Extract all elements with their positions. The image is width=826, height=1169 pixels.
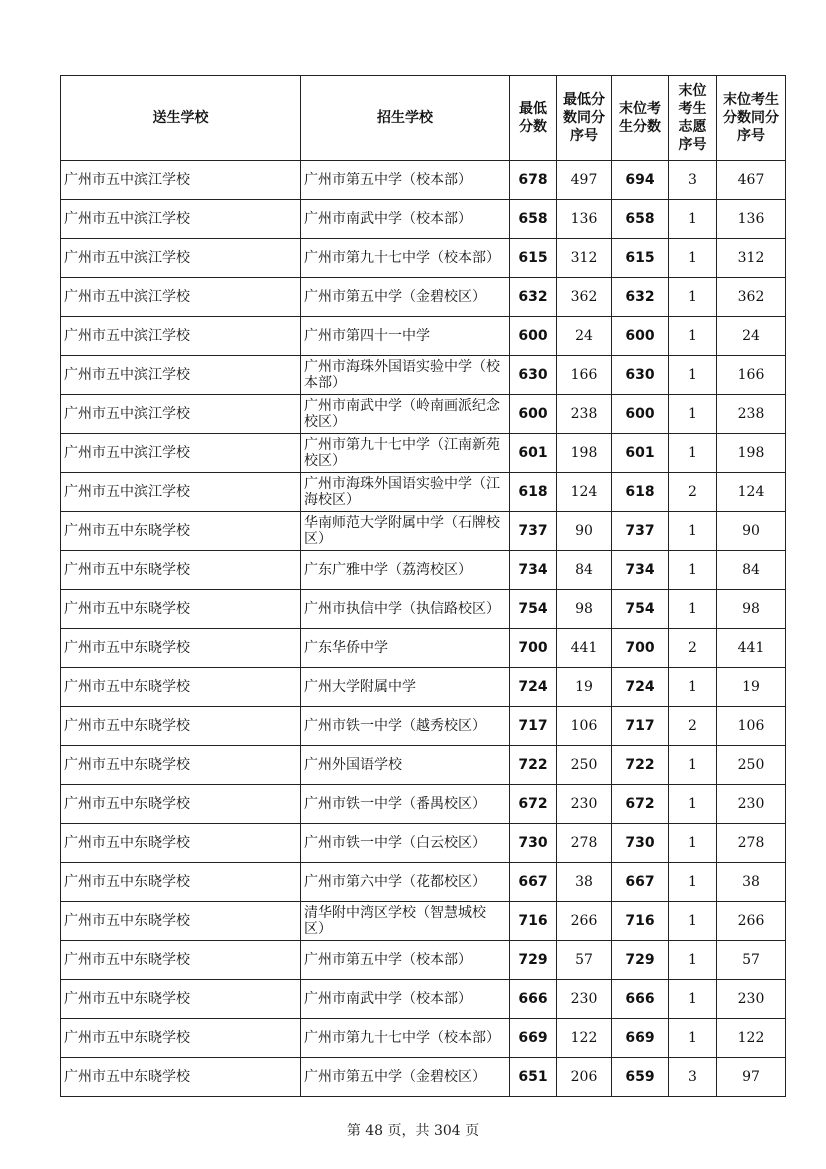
table-row (61, 512, 786, 551)
cell-recv-school: 广州市第五中学（金碧校区） (301, 278, 510, 317)
cell-min-same-rank: 98 (557, 590, 612, 629)
cell-send-school: 广州市五中东晓学校 (61, 980, 301, 1019)
cell-send-school: 广州市五中滨江学校 (61, 161, 301, 200)
cell-last-same-rank: 19 (717, 668, 786, 707)
cell-min-same-rank: 38 (557, 863, 612, 902)
cell-recv-school: 广州市海珠外国语实验中学（江海校区） (301, 473, 510, 512)
header-min-score (510, 76, 557, 161)
table-row (61, 1058, 786, 1097)
cell-last-pref-no: 1 (669, 200, 717, 239)
cell-last-same-rank: 97 (717, 1058, 786, 1097)
cell-send-school: 广州市五中东晓学校 (61, 863, 301, 902)
cell-last-pref-no: 1 (669, 590, 717, 629)
cell-send-school: 广州市五中滨江学校 (61, 356, 301, 395)
cell-last-same-rank: 441 (717, 629, 786, 668)
cell-min-same-rank: 441 (557, 629, 612, 668)
cell-last-score: 672 (612, 785, 669, 824)
cell-last-score: 667 (612, 863, 669, 902)
cell-last-same-rank: 238 (717, 395, 786, 434)
cell-min-score: 630 (510, 356, 557, 395)
cell-min-score: 672 (510, 785, 557, 824)
cell-last-pref-no: 1 (669, 980, 717, 1019)
cell-recv-school: 广州市执信中学（执信路校区） (301, 590, 510, 629)
cell-last-pref-no: 2 (669, 629, 717, 668)
cell-send-school: 广州市五中东晓学校 (61, 824, 301, 863)
table-row (61, 668, 786, 707)
header-last-pref-no-label: 末位考生志愿序号 (678, 83, 707, 153)
table-row (61, 785, 786, 824)
cell-recv-school: 广州市第五中学（金碧校区） (301, 1058, 510, 1097)
cell-min-same-rank: 250 (557, 746, 612, 785)
header-recv-school: 招生学校 (301, 76, 510, 161)
header-min-same-rank (557, 76, 612, 161)
cell-send-school: 广州市五中滨江学校 (61, 395, 301, 434)
header-send-school: 送生学校 (61, 76, 301, 161)
cell-min-score: 600 (510, 317, 557, 356)
cell-min-score: 730 (510, 824, 557, 863)
table-row (61, 356, 786, 395)
cell-last-same-rank: 467 (717, 161, 786, 200)
cell-send-school: 广州市五中东晓学校 (61, 1019, 301, 1058)
header-last-score-label: 末位考生分数 (619, 101, 661, 135)
cell-min-score: 618 (510, 473, 557, 512)
admissions-table (60, 75, 786, 1097)
cell-min-score: 700 (510, 629, 557, 668)
cell-last-pref-no: 1 (669, 317, 717, 356)
header-last-pref-no (669, 76, 717, 161)
cell-min-score: 667 (510, 863, 557, 902)
cell-send-school: 广州市五中东晓学校 (61, 1058, 301, 1097)
cell-send-school: 广州市五中东晓学校 (61, 590, 301, 629)
cell-min-same-rank: 312 (557, 239, 612, 278)
cell-last-pref-no: 1 (669, 902, 717, 941)
cell-send-school: 广州市五中东晓学校 (61, 746, 301, 785)
table-row (61, 161, 786, 200)
table-row (61, 824, 786, 863)
header-row (61, 76, 786, 161)
cell-last-same-rank: 250 (717, 746, 786, 785)
cell-min-same-rank: 122 (557, 1019, 612, 1058)
cell-last-same-rank: 198 (717, 434, 786, 473)
cell-recv-school: 清华附中湾区学校（智慧城校区） (301, 902, 510, 941)
table-row (61, 434, 786, 473)
cell-min-same-rank: 166 (557, 356, 612, 395)
cell-min-score: 722 (510, 746, 557, 785)
cell-last-pref-no: 1 (669, 941, 717, 980)
cell-last-pref-no: 1 (669, 278, 717, 317)
cell-last-pref-no: 1 (669, 356, 717, 395)
cell-min-score: 717 (510, 707, 557, 746)
cell-min-same-rank: 198 (557, 434, 612, 473)
cell-send-school: 广州市五中滨江学校 (61, 473, 301, 512)
cell-recv-school: 广州市海珠外国语实验中学（校本部） (301, 356, 510, 395)
cell-last-same-rank: 266 (717, 902, 786, 941)
cell-last-same-rank: 124 (717, 473, 786, 512)
cell-last-pref-no: 3 (669, 1058, 717, 1097)
table-body (61, 161, 786, 1097)
cell-last-score: 632 (612, 278, 669, 317)
cell-last-same-rank: 38 (717, 863, 786, 902)
cell-recv-school: 广州大学附属中学 (301, 668, 510, 707)
cell-last-pref-no: 1 (669, 824, 717, 863)
cell-min-score: 678 (510, 161, 557, 200)
cell-recv-school: 广州市第九十七中学（校本部） (301, 239, 510, 278)
cell-min-same-rank: 84 (557, 551, 612, 590)
cell-min-score: 729 (510, 941, 557, 980)
cell-min-score: 601 (510, 434, 557, 473)
cell-last-score: 716 (612, 902, 669, 941)
cell-last-score: 729 (612, 941, 669, 980)
cell-last-score: 600 (612, 395, 669, 434)
cell-last-same-rank: 136 (717, 200, 786, 239)
cell-last-pref-no: 1 (669, 434, 717, 473)
cell-min-same-rank: 497 (557, 161, 612, 200)
cell-last-score: 658 (612, 200, 669, 239)
cell-last-same-rank: 230 (717, 980, 786, 1019)
cell-send-school: 广州市五中东晓学校 (61, 629, 301, 668)
cell-min-score: 754 (510, 590, 557, 629)
cell-min-same-rank: 238 (557, 395, 612, 434)
cell-last-score: 618 (612, 473, 669, 512)
cell-last-score: 600 (612, 317, 669, 356)
cell-last-pref-no: 1 (669, 785, 717, 824)
cell-recv-school: 广州市第五中学（校本部） (301, 161, 510, 200)
cell-last-pref-no: 1 (669, 512, 717, 551)
cell-send-school: 广州市五中东晓学校 (61, 902, 301, 941)
table-row (61, 629, 786, 668)
cell-recv-school: 广东华侨中学 (301, 629, 510, 668)
header-last-same-rank (717, 76, 786, 161)
cell-last-pref-no: 2 (669, 707, 717, 746)
cell-recv-school: 广州市第五中学（校本部） (301, 941, 510, 980)
cell-min-same-rank: 136 (557, 200, 612, 239)
cell-min-score: 632 (510, 278, 557, 317)
cell-min-same-rank: 57 (557, 941, 612, 980)
cell-min-score: 651 (510, 1058, 557, 1097)
cell-send-school: 广州市五中东晓学校 (61, 551, 301, 590)
cell-last-same-rank: 57 (717, 941, 786, 980)
table-row (61, 902, 786, 941)
cell-recv-school: 广州市铁一中学（番禺校区） (301, 785, 510, 824)
cell-last-same-rank: 312 (717, 239, 786, 278)
cell-min-score: 615 (510, 239, 557, 278)
cell-min-same-rank: 90 (557, 512, 612, 551)
cell-last-pref-no: 1 (669, 551, 717, 590)
cell-last-score: 722 (612, 746, 669, 785)
cell-min-score: 724 (510, 668, 557, 707)
cell-send-school: 广州市五中东晓学校 (61, 512, 301, 551)
cell-recv-school: 广州市第四十一中学 (301, 317, 510, 356)
cell-last-score: 615 (612, 239, 669, 278)
cell-recv-school: 广州市南武中学（岭南画派纪念校区） (301, 395, 510, 434)
cell-min-same-rank: 362 (557, 278, 612, 317)
cell-recv-school: 广州市第九十七中学（江南新苑校区） (301, 434, 510, 473)
cell-last-score: 754 (612, 590, 669, 629)
cell-recv-school: 广东广雅中学（荔湾校区） (301, 551, 510, 590)
table-row (61, 473, 786, 512)
table-row (61, 317, 786, 356)
table-row (61, 980, 786, 1019)
cell-send-school: 广州市五中东晓学校 (61, 785, 301, 824)
cell-last-pref-no: 1 (669, 395, 717, 434)
cell-send-school: 广州市五中滨江学校 (61, 278, 301, 317)
cell-last-score: 666 (612, 980, 669, 1019)
cell-last-score: 601 (612, 434, 669, 473)
table-row (61, 590, 786, 629)
table-row (61, 239, 786, 278)
cell-send-school: 广州市五中滨江学校 (61, 434, 301, 473)
cell-last-pref-no: 1 (669, 863, 717, 902)
cell-last-same-rank: 98 (717, 590, 786, 629)
cell-min-score: 737 (510, 512, 557, 551)
cell-last-score: 630 (612, 356, 669, 395)
header-last-same-rank-label: 末位考生分数同分序号 (723, 92, 779, 144)
cell-recv-school: 广州市南武中学（校本部） (301, 200, 510, 239)
cell-min-score: 669 (510, 1019, 557, 1058)
cell-recv-school: 广州市第六中学（花都校区） (301, 863, 510, 902)
cell-min-same-rank: 19 (557, 668, 612, 707)
cell-last-score: 694 (612, 161, 669, 200)
page-footer: 第 48 页，共 304 页 (346, 1123, 480, 1139)
table-row (61, 1019, 786, 1058)
cell-min-score: 658 (510, 200, 557, 239)
table-row (61, 941, 786, 980)
cell-send-school: 广州市五中滨江学校 (61, 239, 301, 278)
cell-send-school: 广州市五中滨江学校 (61, 200, 301, 239)
cell-send-school: 广州市五中滨江学校 (61, 317, 301, 356)
cell-send-school: 广州市五中东晓学校 (61, 941, 301, 980)
cell-last-score: 734 (612, 551, 669, 590)
cell-last-pref-no: 1 (669, 746, 717, 785)
table-row (61, 395, 786, 434)
cell-min-score: 734 (510, 551, 557, 590)
cell-last-same-rank: 106 (717, 707, 786, 746)
table-row (61, 707, 786, 746)
cell-recv-school: 广州市铁一中学（越秀校区） (301, 707, 510, 746)
cell-last-score: 659 (612, 1058, 669, 1097)
table-row (61, 278, 786, 317)
cell-recv-school: 华南师范大学附属中学（石牌校区） (301, 512, 510, 551)
cell-last-same-rank: 362 (717, 278, 786, 317)
cell-recv-school: 广州外国语学校 (301, 746, 510, 785)
cell-min-same-rank: 230 (557, 980, 612, 1019)
cell-last-same-rank: 122 (717, 1019, 786, 1058)
table-row (61, 551, 786, 590)
cell-last-pref-no: 2 (669, 473, 717, 512)
cell-min-same-rank: 124 (557, 473, 612, 512)
cell-last-pref-no: 3 (669, 161, 717, 200)
cell-last-score: 717 (612, 707, 669, 746)
table-row (61, 863, 786, 902)
cell-last-score: 724 (612, 668, 669, 707)
cell-last-same-rank: 230 (717, 785, 786, 824)
cell-send-school: 广州市五中东晓学校 (61, 707, 301, 746)
cell-min-score: 600 (510, 395, 557, 434)
cell-min-score: 666 (510, 980, 557, 1019)
cell-last-score: 737 (612, 512, 669, 551)
cell-send-school: 广州市五中东晓学校 (61, 668, 301, 707)
cell-last-same-rank: 166 (717, 356, 786, 395)
cell-min-same-rank: 106 (557, 707, 612, 746)
table-row (61, 200, 786, 239)
cell-recv-school: 广州市第九十七中学（校本部） (301, 1019, 510, 1058)
cell-last-pref-no: 1 (669, 239, 717, 278)
cell-last-same-rank: 278 (717, 824, 786, 863)
cell-last-same-rank: 24 (717, 317, 786, 356)
header-min-same-rank-label: 最低分数同分序号 (563, 92, 605, 144)
header-last-score (612, 76, 669, 161)
cell-min-same-rank: 266 (557, 902, 612, 941)
cell-min-same-rank: 278 (557, 824, 612, 863)
cell-min-same-rank: 206 (557, 1058, 612, 1097)
cell-recv-school: 广州市南武中学（校本部） (301, 980, 510, 1019)
cell-last-score: 669 (612, 1019, 669, 1058)
cell-last-score: 730 (612, 824, 669, 863)
cell-last-same-rank: 84 (717, 551, 786, 590)
cell-last-pref-no: 1 (669, 1019, 717, 1058)
cell-last-same-rank: 90 (717, 512, 786, 551)
table-row (61, 746, 786, 785)
cell-last-score: 700 (612, 629, 669, 668)
cell-recv-school: 广州市铁一中学（白云校区） (301, 824, 510, 863)
cell-min-same-rank: 230 (557, 785, 612, 824)
header-min-score-label: 最低分数 (519, 101, 547, 135)
cell-min-score: 716 (510, 902, 557, 941)
table-header (61, 76, 786, 161)
cell-min-same-rank: 24 (557, 317, 612, 356)
cell-last-pref-no: 1 (669, 668, 717, 707)
